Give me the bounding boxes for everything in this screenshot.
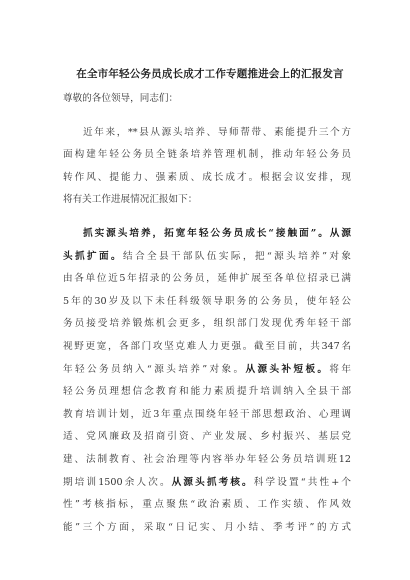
paragraph-gap (63, 111, 351, 122)
paragraph-2-line: 5年的30岁及以下未任科级领导职务的公务员，使年轻公 (63, 295, 351, 307)
paragraph-2-text: 期培训1500余人次。 (63, 476, 172, 488)
salutation: 尊敬的各位领导，同志们： (63, 93, 179, 104)
paragraph-2-line (63, 246, 351, 269)
paragraph-2-line: 教育培训计划，近3年重点围绕年轻干部思想政治、心理调 (63, 408, 351, 420)
subheading-expand: 头抓扩面。 (63, 250, 123, 262)
paragraph-2-line: 能”三个方面，采取“日记实、月小结、季考评”的方式 (63, 521, 351, 533)
paragraph-2-line: 轻公务员理想信念教育和能力素质提升培训纳入全县干部 (63, 386, 351, 398)
document-body (63, 88, 351, 539)
paragraph-1-line: 面构建年轻公务员全链条培养管理机制，推动年轻公务员 (63, 149, 351, 161)
paragraph-2-line: 适、党风廉政及招商引资、产业发展、乡村振兴、基层党 (63, 431, 351, 443)
paragraph-1-line: 将有关工作进展情况汇报如下： (63, 194, 198, 206)
paragraph-2-line: 由各单位近5年招录的公务员，延伸扩展至各单位招录已满 (63, 273, 351, 285)
paragraph-2-line: 视野更宽，各部门攻坚克难人力更强。截至目前，共347名 (63, 340, 351, 352)
paragraph-2-line: 性”考核指标，重点聚焦“政治素质、工作实绩、作风效 (63, 499, 351, 511)
paragraph-2-line: 务员接受培养锻炼机会更多，组织部门发现优秀年轻干部 (63, 318, 351, 330)
paragraph-2-heading: 抓实源头培养，拓宽年轻公务员成长“接触面”。从源 (83, 227, 351, 239)
paragraph-gap (63, 212, 351, 223)
paragraph-2-text: 结合全县干部队伍实际，把“源头培养”对象 (122, 250, 351, 262)
document-title: 在全市年轻公务员成长成才工作专题推进会上的汇报发言 (76, 68, 344, 80)
paragraph-2-text: 将年 (329, 363, 351, 375)
paragraph-2-line (63, 472, 351, 495)
paragraph-2-line (63, 359, 351, 382)
subheading-assessment: 从源头抓考核。 (171, 476, 254, 488)
paragraph-1-line: 近年来，**县从源头培养、导师帮带、素能提升三个方 (83, 126, 351, 138)
paragraph-2-text: 科学设置“共性+个 (253, 476, 351, 488)
subheading-shortboard: 从源头补短板。 (245, 363, 330, 375)
paragraph-2-line: 建、法制教育、社会治理等内容举办年轻公务员培训班12 (63, 453, 351, 465)
paragraph-2-text: 年轻公务员纳入“源头培养”对象。 (63, 363, 246, 375)
paragraph-1-line: 转作风、提能力、强素质、成长成才。根据会议安排，现 (63, 171, 351, 183)
